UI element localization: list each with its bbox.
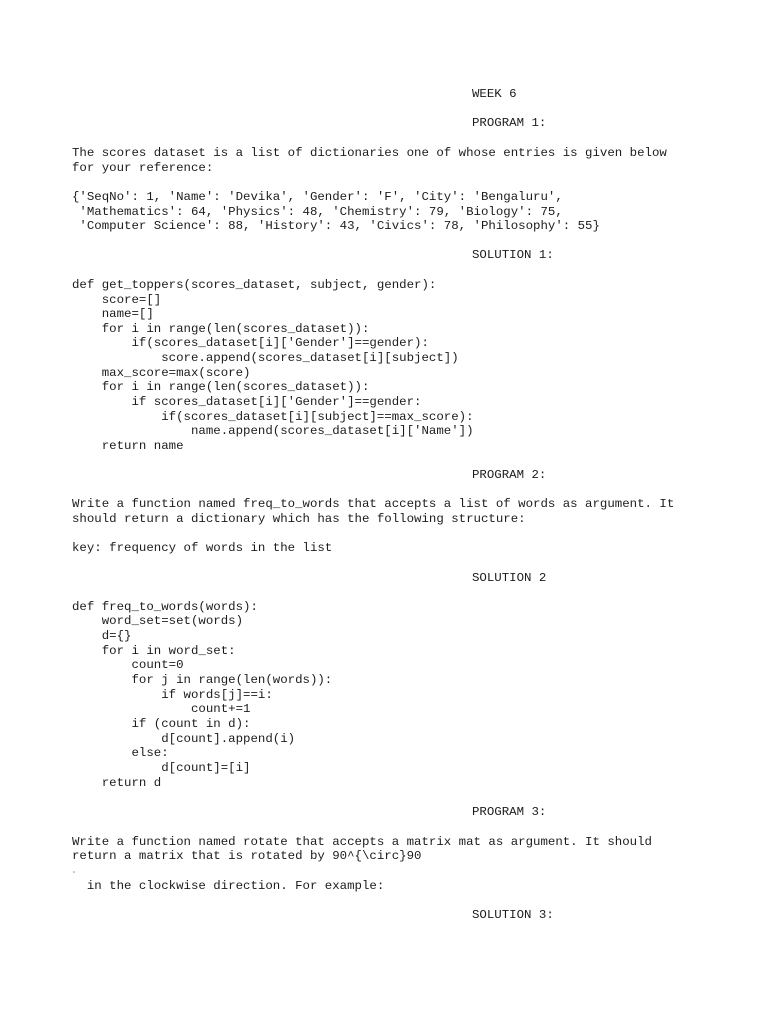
program-1-example-line: 'Mathematics': 64, 'Physics': 48, 'Chemistry': 79, 'Biology': 75, [72, 205, 563, 219]
program-3-desc-line: Write a function named rotate that accepts a matrix mat as argument. It should [72, 835, 652, 849]
solution-1-code-line: if scores_dataset[i]['Gender']==gender: [72, 395, 422, 409]
solution-1-code-line: score=[] [72, 293, 162, 307]
solution-1-heading: SOLUTION 1: [472, 248, 554, 262]
solution-1-code-line: for i in range(len(scores_dataset)): [72, 380, 370, 394]
solution-2-code-line: else: [72, 746, 169, 760]
solution-2-code-line: word_set=set(words) [72, 614, 244, 628]
solution-1-code-line: for i in range(len(scores_dataset)): [72, 322, 370, 336]
solution-2-code-line: for j in range(len(words)): [72, 673, 333, 687]
program-2-heading: PROGRAM 2: [472, 468, 547, 482]
solution-1-code-line: if(scores_dataset[i]['Gender']==gender): [72, 336, 429, 350]
program-2-desc-line: should return a dictionary which has the following structure: [72, 512, 526, 526]
solution-2-code-line: d={} [72, 629, 132, 643]
solution-2-code-line: d[count].append(i) [72, 732, 296, 746]
solution-2-code-line: if words[j]==i: [72, 688, 273, 702]
program-1-desc-line: for your reference: [72, 161, 214, 175]
solution-2-code-line: return d [72, 776, 162, 790]
degree-mark: ∘ [72, 869, 76, 876]
solution-2-code-line: for i in word_set: [72, 644, 236, 658]
week-title: WEEK 6 [472, 87, 517, 101]
solution-1-code-line: name=[] [72, 307, 154, 321]
solution-1-code-line: score.append(scores_dataset[i][subject]) [72, 351, 459, 365]
solution-1-code-line: name.append(scores_dataset[i]['Name']) [72, 424, 474, 438]
program-1-heading: PROGRAM 1: [472, 116, 547, 130]
program-1-example-line: 'Computer Science': 88, 'History': 43, 'Civics': 78, 'Philosophy': 55} [72, 219, 600, 233]
solution-1-code-line: max_score=max(score) [72, 366, 251, 380]
solution-2-code-line: def freq_to_words(words): [72, 600, 258, 614]
program-3-desc-line: return a matrix that is rotated by 90^{\circ}90 [72, 849, 422, 863]
program-1-example-line: {'SeqNo': 1, 'Name': 'Devika', 'Gender': 'F', 'City': 'Bengaluru', [72, 190, 563, 204]
solution-2-code-line: count=0 [72, 658, 184, 672]
program-1-desc-line: The scores dataset is a list of dictionaries one of whose entries is given below [72, 146, 667, 160]
solution-1-code-line: def get_toppers(scores_dataset, subject, gender): [72, 278, 437, 292]
solution-3-heading: SOLUTION 3: [472, 908, 554, 922]
solution-2-code-line: d[count]=[i] [72, 761, 251, 775]
program-2-desc-line: Write a function named freq_to_words that accepts a list of words as argument. It [72, 497, 675, 511]
solution-1-code-line: if(scores_dataset[i][subject]==max_score): [72, 410, 474, 424]
program-3-desc-continued: in the clockwise direction. For example: [72, 879, 385, 893]
solution-2-heading: SOLUTION 2 [472, 571, 547, 585]
solution-1-code-line: return name [72, 439, 184, 453]
program-2-key-line: key: frequency of words in the list [72, 541, 333, 555]
solution-2-code-line: if (count in d): [72, 717, 251, 731]
solution-2-code-line: count+=1 [72, 702, 251, 716]
program-3-heading: PROGRAM 3: [472, 805, 547, 819]
